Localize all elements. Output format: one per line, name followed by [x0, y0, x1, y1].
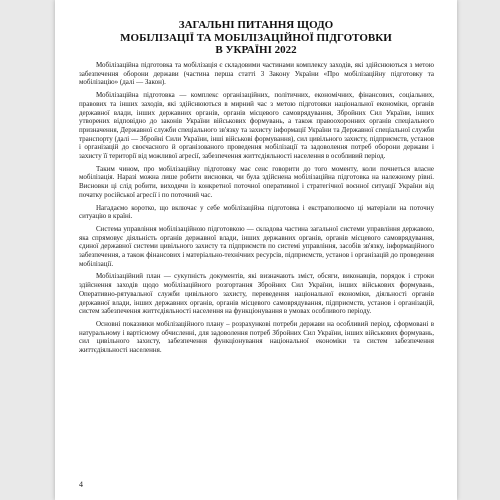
- paragraph-conclusions: Таким чином, про мобілізаційну підготовку має сенс говорити до того моменту, коли почнеться власне мобілізація. Наразі можна лише робити висновки, чи була здійснена мобілізаційна підготовка на належному рівні. Висновки ці слід робити, виходячи із конкретної поточної оперативної і стратегічної воєнної ситуації України від початку російської агресії і по поточний час.: [79, 164, 434, 199]
- page-number: 4: [79, 480, 83, 489]
- title-line-2: МОБІЛІЗАЦІЇ ТА МОБІЛІЗАЦІЙНОЇ ПІДГОТОВКИ: [120, 31, 392, 44]
- paragraph-management-system: Система управління мобілізаційною підготовкою — складова частина загальної системи управління державою, яка спрямовує діяльність органів державної влади, інших державних органів, органів місцевого самоврядування, єдиної державної системи цивільного захисту та підприємств по системі управління, засобів зв'язку, інформаційного забезпечення, а також фінансових і матеріально-технічних ресурсів, підприємств, установ і організацій до проведення мобілізації.: [79, 224, 434, 268]
- paragraph-mobilization-plan: Мобілізаційний план — сукупність документів, які визначають зміст, обсяги, виконавців, порядок і строки здійснення заходів щодо мобілізаційного розгортання Збройних Сил України, інших військових формувань, Оперативно-рятувальної служби цивільного захисту, переведення національної економіки, діяльності органів державної влади, інших державних органів, органів місцевого самоврядування, підприємств, установ і організацій, систем забезпечення життєдіяльності населення на функціонування в умовах особливого періоду.: [79, 272, 434, 316]
- paragraph-mobilization-preparation: Мобілізаційна підготовка — комплекс організаційних, політичних, економічних, фінансових, соціальних, правових та інших заходів, які здійснюються в мирний час з метою підготовки національної економіки, органів державної влади, інших державних органів, органів місцевого самоврядування, Збройних Сил України, інших утворених відповідно до законів України військових формувань, а також правоохоронних органів спеціального призначення, Державної служби спеціального зв'язку та захисту інформації України та Державної спеціальної служби транспорту (далі — Збройні Сили України, інші військові формування), сил цивільного захисту, підприємств, установ і організацій до своєчасного й організованого проведення мобілізації та задоволення потреб оборони держави і захисту її території від можливої агресії, забезпечення життєдіяльності населення в особливий період.: [79, 91, 434, 161]
- document-body: [79, 61, 434, 359]
- paragraph-plan-indicators: Основні показники мобілізаційного плану – розрахункові потреби держави на особливий період, сформовані в натуральному і вартісному обчисленні, для задоволення потреб Збройних Сил України, інших військових формувань, сил цивільного захисту, забезпечення функціонування національної економіки та систем забезпечення життєдіяльності населення.: [79, 319, 434, 355]
- title-line-1: ЗАГАЛЬНІ ПИТАННЯ ЩОДО: [178, 19, 334, 31]
- title-line-3: В УКРАЇНІ 2022: [215, 44, 297, 56]
- document-title: [55, 19, 457, 57]
- document-page: [55, 0, 457, 500]
- paragraph-mobilization-definition: Мобілізаційна підготовка та мобілізація є складовими частинами комплексу заходів, які здійснюються з метою забезпечення оборони держави (частина перша статті 3 Закону України «Про мобілізаційну підготовку та мобілізацію» (далі — Закон).: [79, 61, 434, 87]
- paragraph-reminder: Нагадаємо коротко, що включає у себе мобілізаційна підготовка і екстраполюємо ці матеріали на поточну ситуацію в країні.: [79, 203, 434, 221]
